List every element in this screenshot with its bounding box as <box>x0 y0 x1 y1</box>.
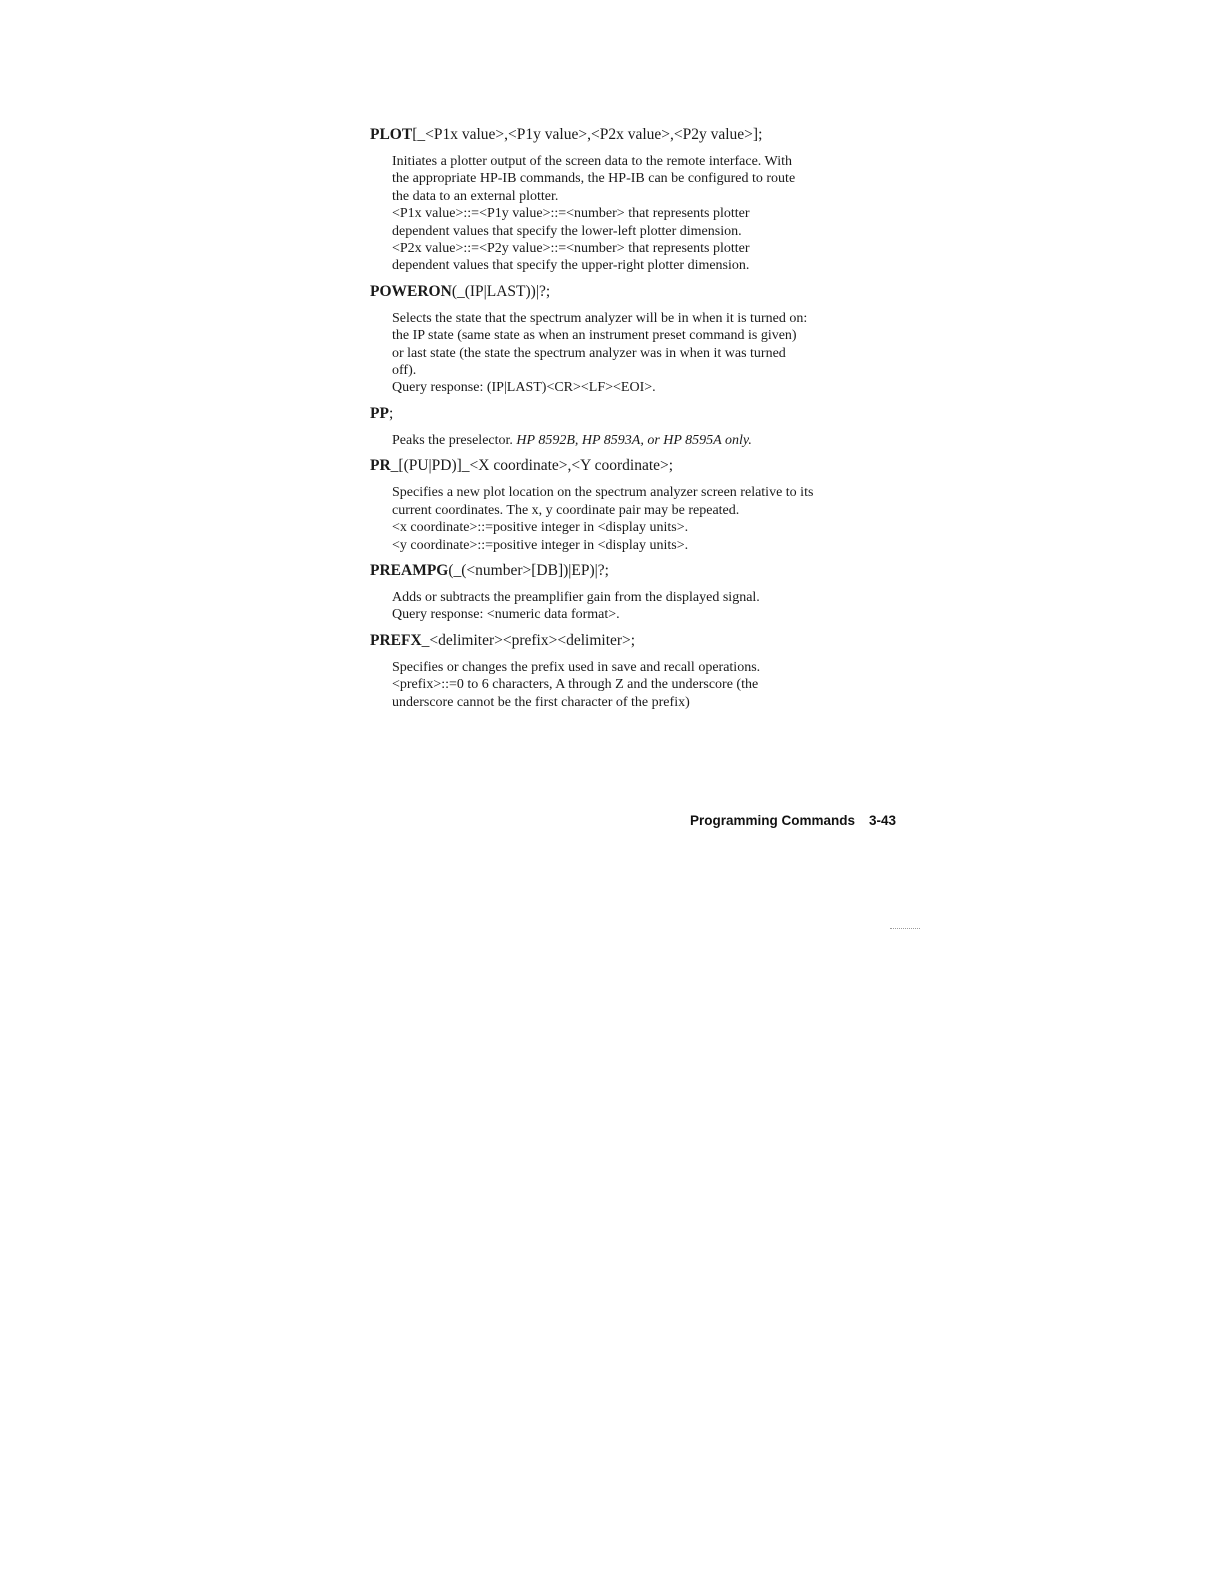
description-line: the data to an external plotter. <box>392 188 559 204</box>
description-line: Specifies or changes the prefix used in save and recall operations. <box>392 659 761 675</box>
description-line: off). <box>392 363 417 379</box>
command-keyword: PREFX <box>370 631 422 649</box>
entry-plot <box>370 124 910 275</box>
description-text: Peaks the preselector. <box>392 432 517 448</box>
command-heading <box>370 455 910 477</box>
command-syntax: (_(<number>[DB])|EP)|?; <box>448 561 609 579</box>
command-heading <box>370 560 910 582</box>
description-line: <P1x value>::=<P1y value>::=<number> that represents plotter <box>392 206 750 222</box>
command-reference <box>370 124 910 717</box>
description-line: Query response: (IP|LAST)<CR><LF><EOI>. <box>392 380 656 396</box>
command-syntax: ; <box>388 404 394 422</box>
command-keyword: PR <box>370 457 391 475</box>
description-line: the IP state (same state as when an instrument preset command is given) <box>392 328 797 344</box>
description-line: underscore cannot be the first character of the prefix) <box>392 694 690 710</box>
entry-preampg <box>370 560 910 624</box>
command-keyword: PP <box>370 404 389 422</box>
description-line: Selects the state that the spectrum analyzer will be in when it is turned on: <box>392 310 808 326</box>
description-line: the appropriate HP-IB commands, the HP-IB can be configured to route <box>392 171 796 187</box>
page-footer <box>690 813 896 828</box>
command-heading <box>370 403 910 425</box>
description-line: <y coordinate>::=positive integer in <display units>. <box>392 537 689 553</box>
command-description <box>392 659 910 711</box>
entry-pp <box>370 403 910 449</box>
command-heading <box>370 630 910 652</box>
model-note: HP 8592B, HP 8593A, or HP 8595A only. <box>516 432 752 448</box>
description-line <box>392 432 910 449</box>
command-heading <box>370 281 910 303</box>
command-syntax: [_<P1x value>,<P1y value>,<P2x value>,<P2y value>]; <box>412 126 763 143</box>
description-line: <P2x value>::=<P2y value>::=<number> that represents plotter <box>392 241 750 257</box>
command-syntax: (_(IP|LAST))|?; <box>451 282 551 300</box>
command-description <box>392 589 910 624</box>
description-line: Query response: <numeric data format>. <box>392 607 620 623</box>
scan-artifact <box>890 928 920 930</box>
command-description <box>392 310 910 397</box>
command-description <box>392 484 910 554</box>
description-line: dependent values that specify the lower-left plotter dimension. <box>392 223 742 239</box>
command-keyword: POWERON <box>370 282 452 300</box>
command-keyword: PLOT <box>370 126 413 143</box>
description-line: dependent values that specify the upper-right plotter dimension. <box>392 258 750 274</box>
command-syntax: _[(PU|PD)]_<X coordinate>,<Y coordinate>; <box>390 457 674 475</box>
description-line: <x coordinate>::=positive integer in <display units>. <box>392 520 689 536</box>
description-line: <prefix>::=0 to 6 characters, A through Z and the underscore (the <box>392 677 759 693</box>
entry-pr <box>370 455 910 554</box>
description-line: Initiates a plotter output of the screen data to the remote interface. With <box>392 154 792 169</box>
entry-prefx <box>370 630 910 711</box>
command-keyword: PREAMPG <box>370 561 449 579</box>
footer-section-title: Programming Commands <box>690 813 856 828</box>
command-description <box>392 153 910 275</box>
command-syntax: _<delimiter><prefix><delimiter>; <box>421 631 636 649</box>
description-line: Specifies a new plot location on the spectrum analyzer screen relative to its <box>392 485 814 501</box>
page-number: 3-43 <box>869 813 897 828</box>
entry-poweron <box>370 281 910 397</box>
description-line: current coordinates. The x, y coordinate pair may be repeated. <box>392 502 740 518</box>
command-description <box>392 432 910 449</box>
command-heading <box>370 124 910 146</box>
description-line: Adds or subtracts the preamplifier gain from the displayed signal. <box>392 589 760 605</box>
description-line: or last state (the state the spectrum analyzer was in when it was turned <box>392 345 786 361</box>
